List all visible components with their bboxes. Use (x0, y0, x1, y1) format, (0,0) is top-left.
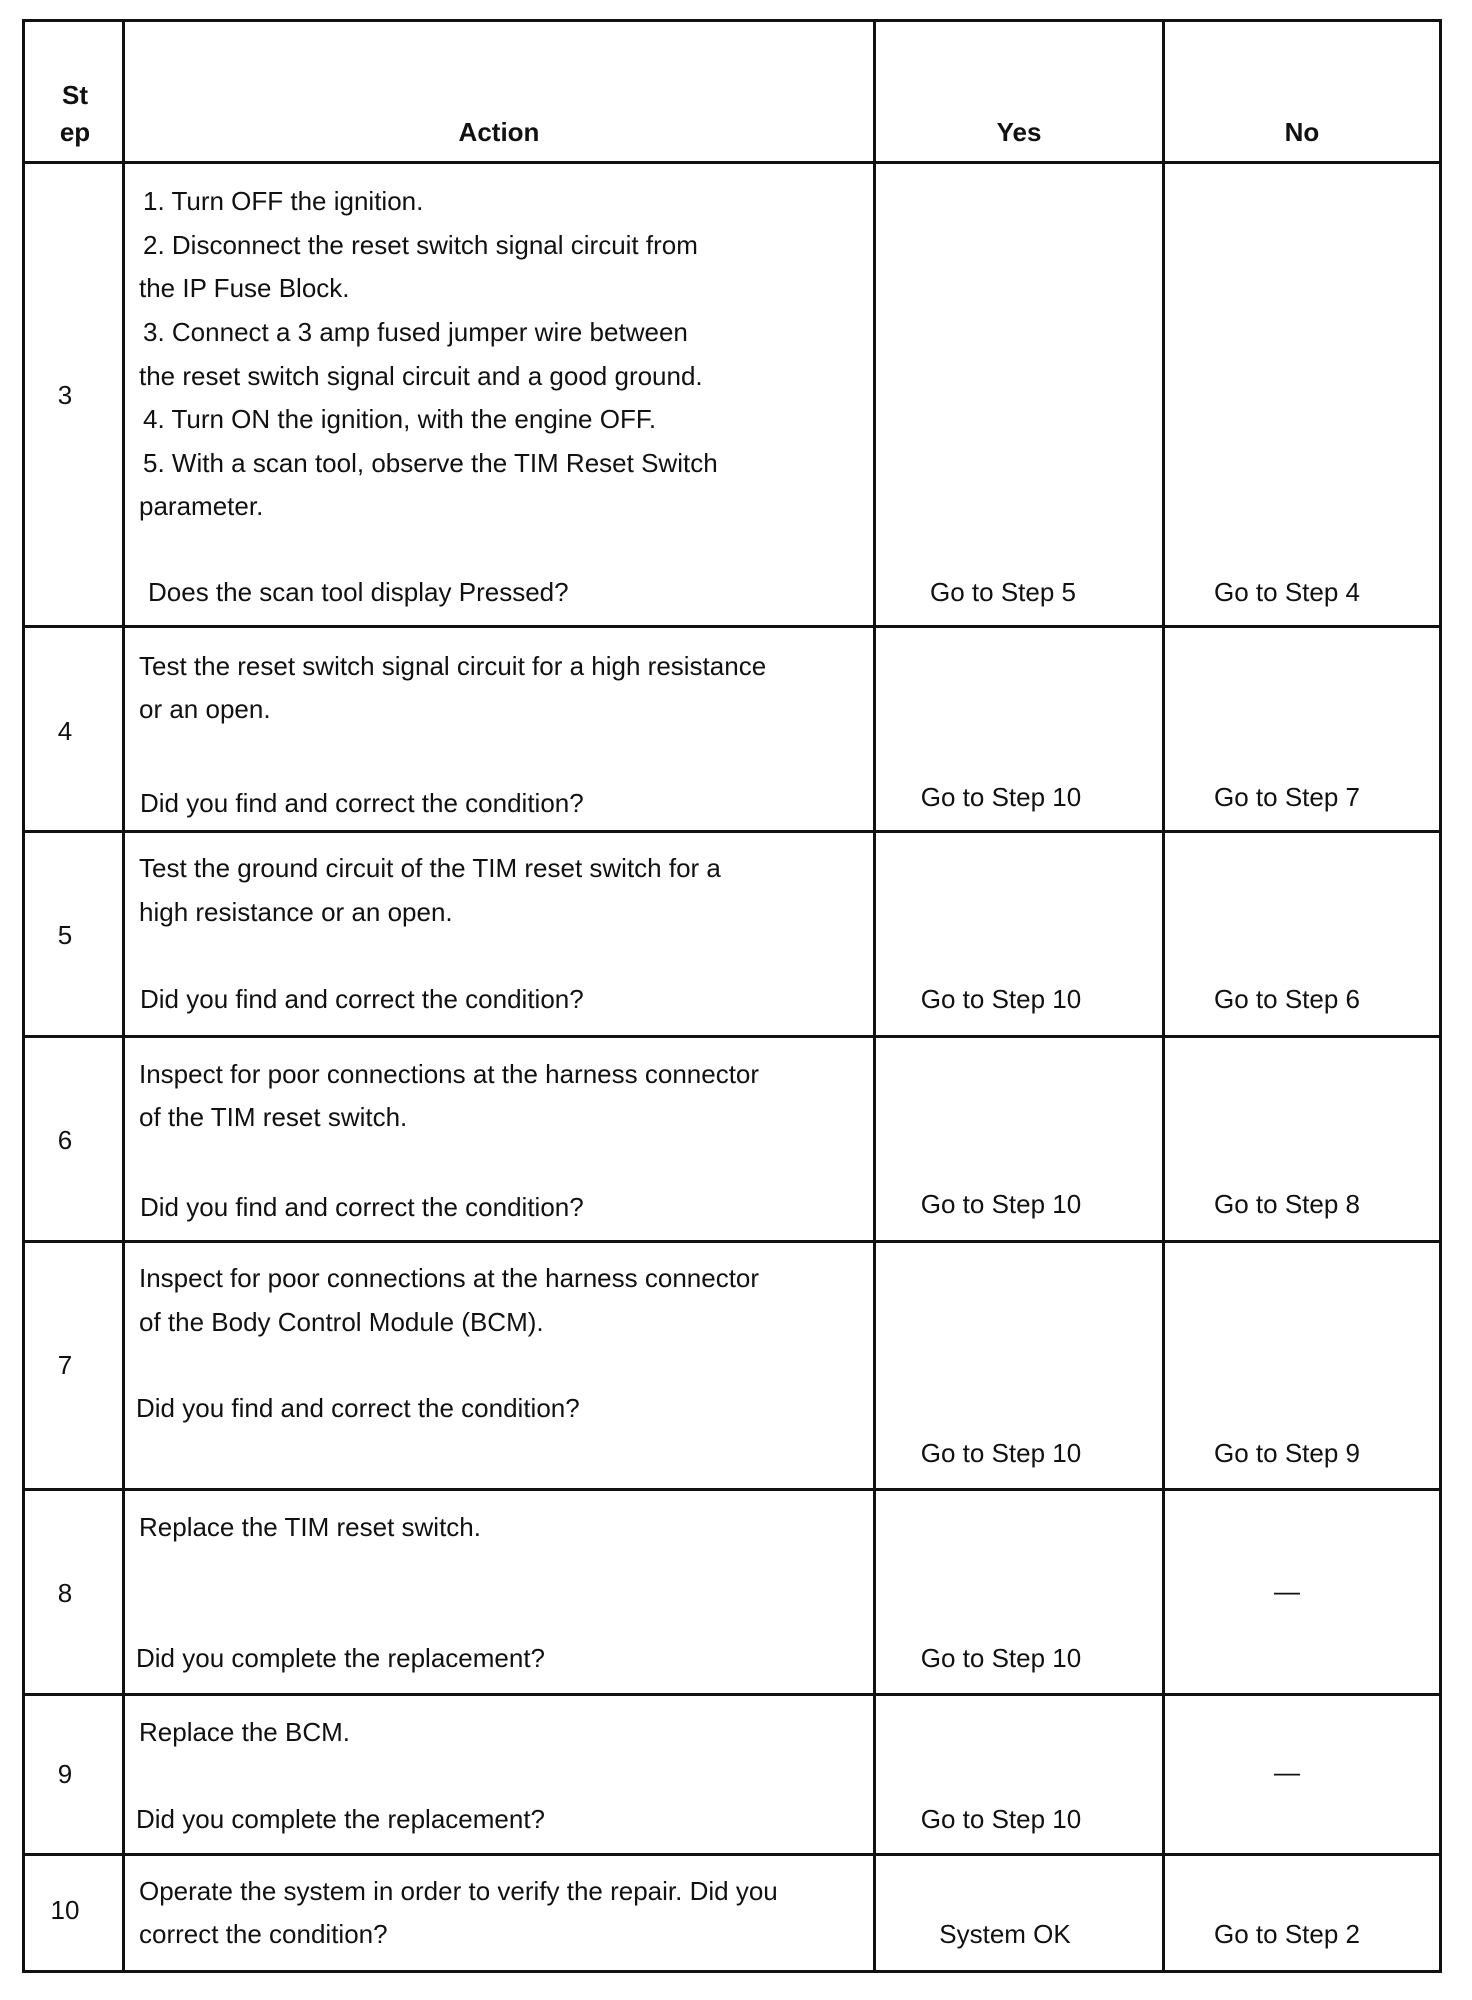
action-line: or an open. (139, 694, 271, 724)
table-rule (22, 1035, 1442, 1038)
no-outcome-dash: — (1274, 1757, 1300, 1787)
action-question: Did you find and correct the condition? (140, 1192, 584, 1222)
action-question: Did you find and correct the condition? (140, 788, 584, 818)
yes-outcome: Go to Step 5 (930, 577, 1076, 607)
header-yes: Yes (996, 117, 1042, 147)
action-question: Does the scan tool display Pressed? (148, 577, 569, 607)
table-rule (22, 1853, 1442, 1856)
table-rule (1439, 19, 1442, 1973)
no-outcome: Go to Step 4 (1214, 577, 1360, 607)
table-rule (22, 1693, 1442, 1696)
header-step-line1: St (62, 80, 88, 110)
table-rule (22, 1970, 1442, 1973)
table-rule (22, 161, 1442, 164)
table-rule (22, 19, 1442, 22)
step-number: 10 (50, 1895, 80, 1925)
action-line: 5. With a scan tool, observe the TIM Reset Switch (143, 448, 718, 478)
no-outcome: Go to Step 8 (1214, 1189, 1360, 1219)
header-no: No (1284, 117, 1320, 147)
step-number: 7 (57, 1350, 73, 1380)
yes-outcome: System OK (939, 1919, 1071, 1949)
action-line: the reset switch signal circuit and a good ground. (139, 361, 703, 391)
action-line: Replace the BCM. (139, 1717, 350, 1747)
no-outcome: Go to Step 7 (1214, 782, 1360, 812)
action-line: 4. Turn ON the ignition, with the engine OFF. (143, 404, 657, 434)
action-line: the IP Fuse Block. (139, 273, 350, 303)
action-line: Replace the TIM reset switch. (139, 1512, 481, 1542)
table-rule (22, 625, 1442, 628)
yes-outcome: Go to Step 10 (920, 782, 1082, 812)
action-question: Did you find and correct the condition? (136, 1393, 580, 1423)
action-line: correct the condition? (139, 1919, 388, 1949)
action-line: 3. Connect a 3 amp fused jumper wire between (143, 317, 688, 347)
header-step-line2: ep (59, 117, 91, 147)
action-question: Did you find and correct the condition? (140, 984, 584, 1014)
table-rule (22, 830, 1442, 833)
yes-outcome: Go to Step 10 (920, 984, 1082, 1014)
yes-outcome: Go to Step 10 (920, 1438, 1082, 1468)
yes-outcome: Go to Step 10 (920, 1189, 1082, 1219)
action-line: Test the reset switch signal circuit for a high resistance (139, 651, 767, 681)
action-line: 1. Turn OFF the ignition. (143, 186, 424, 216)
table-rule (22, 19, 25, 1973)
action-line: Operate the system in order to verify the repair. Did you (139, 1876, 778, 1906)
action-line: of the Body Control Module (BCM). (139, 1307, 544, 1337)
step-number: 5 (57, 920, 73, 950)
step-number: 6 (57, 1125, 73, 1155)
action-line: of the TIM reset switch. (139, 1102, 408, 1132)
no-outcome-dash: — (1274, 1576, 1300, 1606)
no-outcome: Go to Step 2 (1214, 1919, 1360, 1949)
yes-outcome: Go to Step 10 (920, 1804, 1082, 1834)
action-question: Did you complete the replacement? (136, 1643, 546, 1673)
action-line: Inspect for poor connections at the harness connector (139, 1059, 760, 1089)
action-line: Test the ground circuit of the TIM reset switch for a (139, 853, 721, 883)
step-number: 8 (57, 1578, 73, 1608)
no-outcome: Go to Step 9 (1214, 1438, 1360, 1468)
step-number: 4 (57, 716, 73, 746)
yes-outcome: Go to Step 10 (920, 1643, 1082, 1673)
table-rule (122, 19, 125, 1973)
action-question: Did you complete the replacement? (136, 1804, 546, 1834)
action-line: 2. Disconnect the reset switch signal circuit from (143, 230, 698, 260)
no-outcome: Go to Step 6 (1214, 984, 1360, 1014)
step-number: 3 (57, 380, 73, 410)
action-line: Inspect for poor connections at the harness connector (139, 1263, 760, 1293)
action-line: parameter. (139, 491, 264, 521)
header-action: Action (458, 117, 540, 147)
table-rule (22, 1240, 1442, 1243)
table-rule (22, 1488, 1442, 1491)
step-number: 9 (57, 1759, 73, 1789)
action-line: high resistance or an open. (139, 897, 453, 927)
